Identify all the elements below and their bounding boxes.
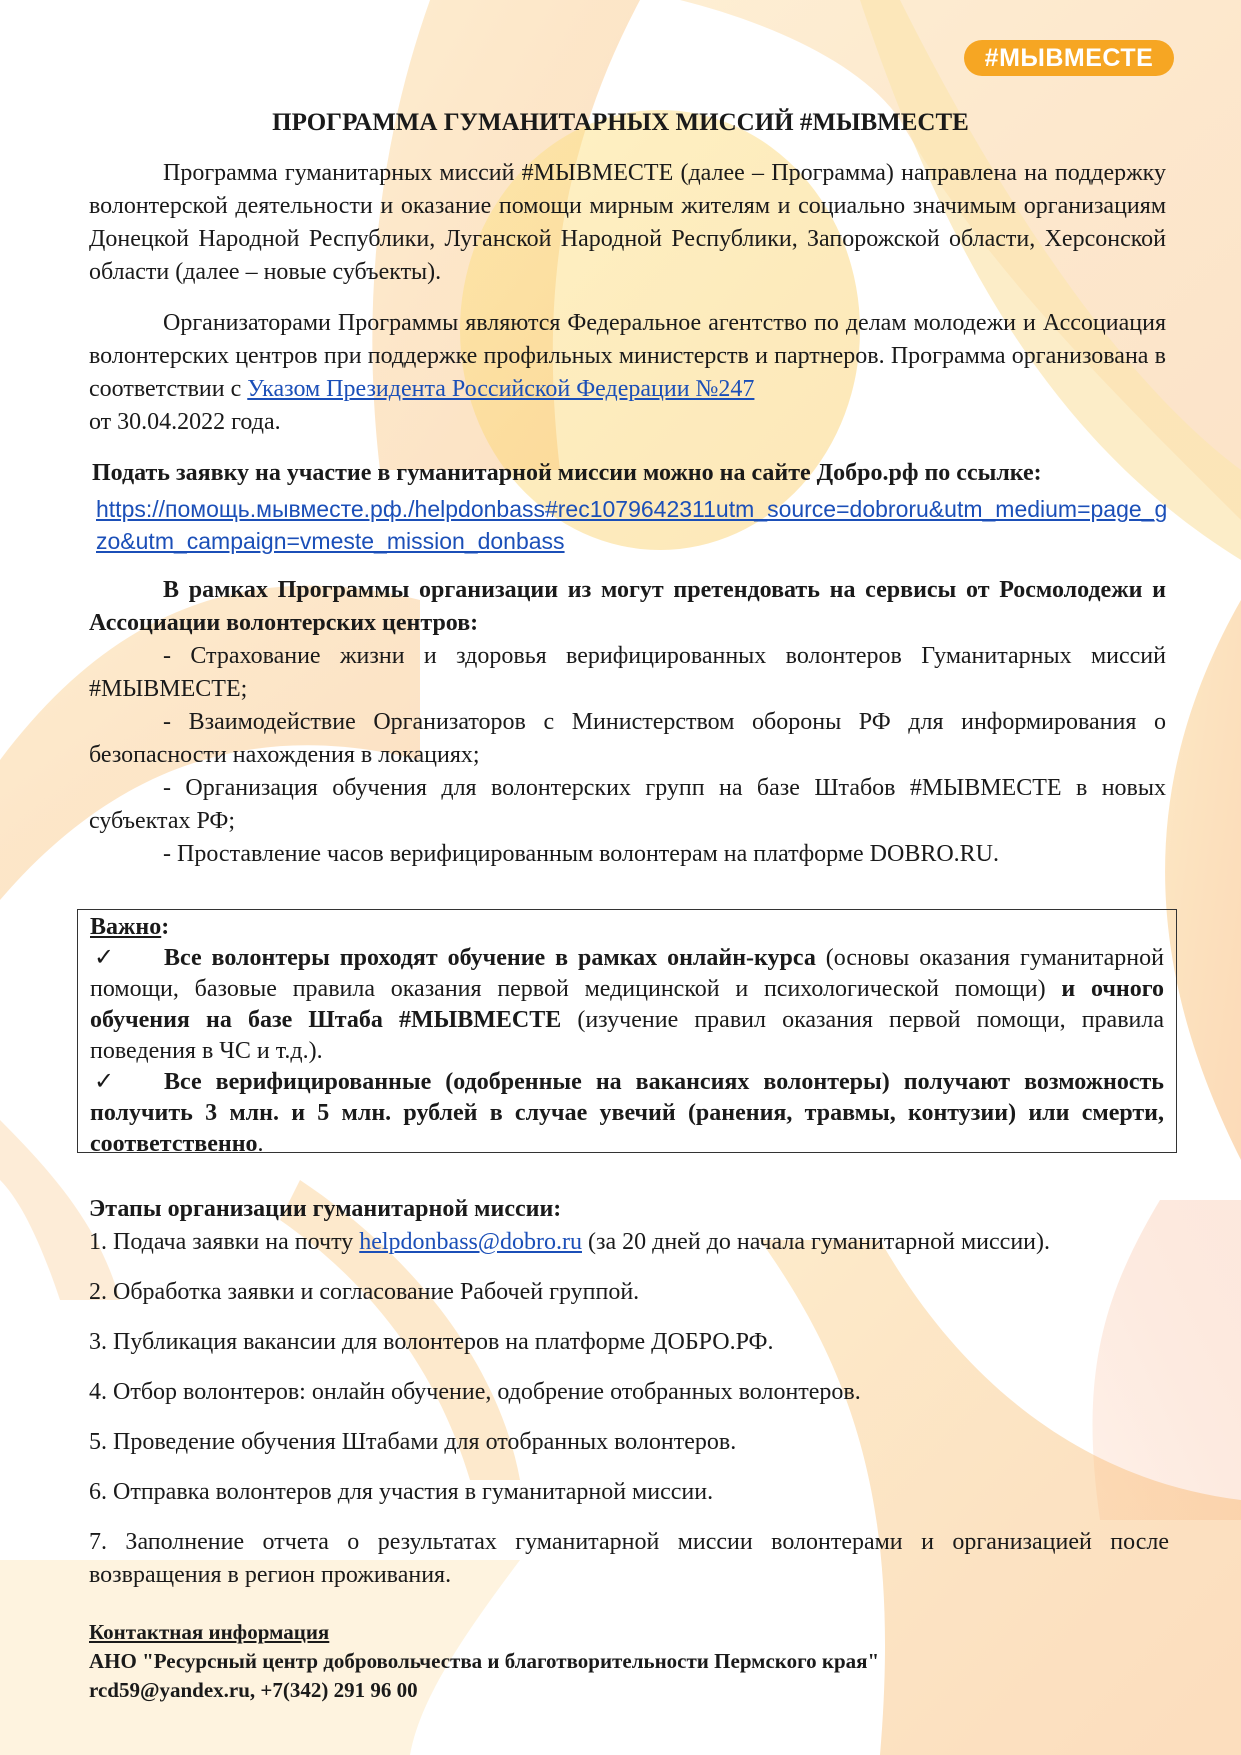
services-heading: В рамках Программы организации из могут претендовать на сервисы от Росмолодежи и Ассоциации волонтерских центров:	[89, 577, 1166, 636]
stage-6: 6. Отправка волонтеров для участия в гуманитарной миссии.	[89, 1479, 714, 1505]
checkmark-icon: ✓	[94, 1069, 115, 1095]
stage-3: 3. Публикация вакансии для волонтеров на платформе ДОБРО.РФ.	[89, 1329, 774, 1355]
contact-heading: Контактная информация	[89, 1620, 330, 1644]
important-colon: :	[161, 914, 170, 940]
mymeste-badge: #МЫВМЕСТЕ	[964, 40, 1174, 76]
intro-paragraph-2-date: от 30.04.2022 года.	[89, 409, 281, 435]
stages-heading: Этапы организации гуманитарной миссии:	[89, 1196, 562, 1222]
important-item-2-bold: Все верифицированные (одобренные на вакансиях волонтеры) получают возможность получить 3 млн. и 5 млн. рублей в случае увечий (ранения, травмы, контузии) или смерти, соответственно	[90, 1069, 1164, 1157]
important-item-1-bold-2: и очного обучения на базе Штаба #МЫВМЕСТЕ	[90, 976, 1165, 1033]
important-item-1-text-2: (изучение правил оказания первой помощи, правила поведения в ЧС и т.д.).	[90, 1007, 1164, 1064]
presidential-decree-link[interactable]: Указом Президента Российской Федерации №247	[247, 376, 755, 402]
checkmark-icon: ✓	[94, 945, 115, 971]
services-item: - Проставление часов верифицированным волонтерам на платформе DOBRO.RU.	[163, 841, 1000, 867]
important-heading	[90, 912, 1164, 943]
helpdonbass-email-link[interactable]: helpdonbass@dobro.ru	[359, 1229, 582, 1255]
important-item-2	[90, 1067, 1164, 1160]
services-item: - Взаимодействие Организаторов с Министерством обороны РФ для информирования о безопасности нахождения в локациях;	[89, 709, 1166, 768]
services-item: - Организация обучения для волонтерских групп на базе Штабов #МЫВМЕСТЕ в новых субъектах РФ;	[89, 775, 1166, 834]
stage-5: 5. Проведение обучения Штабами для отобранных волонтеров.	[89, 1429, 737, 1455]
intro-paragraph-2-text: Организаторами Программы являются Федеральное агентство по делам молодежи и Ассоциация волонтерских центров при поддержке профильных министерств и партнеров. Программа организована в соответствии с	[89, 310, 1166, 402]
stage-7: 7. Заполнение отчета о результатах гуманитарной миссии волонтерами и организацией после возвращения в регион проживания.	[89, 1529, 1169, 1588]
contact-details: rcd59@yandex.ru, +7(342) 291 96 00	[89, 1678, 418, 1702]
apply-text: Подать заявку на участие в гуманитарной миссии можно на сайте Добро.рф по ссылке:	[92, 460, 1042, 486]
stage-1-suffix: (за 20 дней до начала гуманитарной миссии).	[581, 1229, 1050, 1255]
stage-4: 4. Отбор волонтеров: онлайн обучение, одобрение отобранных волонтеров.	[89, 1379, 861, 1405]
application-url-link[interactable]: https://помощь.мывместе.рф./helpdonbass#rec1079642311utm_source=dobroru&utm_medium=page_gzo&utm_campaign=vmeste_mission_donbass	[96, 496, 1168, 554]
services-section	[89, 574, 1166, 871]
intro-paragraph-2	[89, 307, 1166, 439]
important-item-1-bold-1: Все волонтеры проходят обучение в рамках онлайн-курса	[164, 945, 816, 971]
services-item: - Страхование жизни и здоровья верифицированных волонтеров Гуманитарных миссий #МЫВМЕСТЕ;	[89, 643, 1166, 702]
important-item-1	[90, 943, 1164, 1067]
important-box	[77, 909, 1177, 1157]
intro-paragraph-1: Программа гуманитарных миссий #МЫВМЕСТЕ (далее – Программа) направлена на поддержку волонтерской деятельности и оказание помощи мирным жителям и социально значимым организациям Донецкой Народной Республики, Луганской Народной Республики, Запорожской области, Херсонской области (далее – новые субъекты).	[89, 160, 1166, 285]
stage-1-text: 1. Подача заявки на почту	[89, 1229, 360, 1255]
important-item-1-text-1: (основы оказания гуманитарной помощи, базовые правила оказания первой медицинской и психологической помощи)	[90, 945, 1164, 1002]
important-item-2-end: .	[257, 1131, 264, 1157]
stage-2: 2. Обработка заявки и согласование Рабочей группой.	[89, 1279, 640, 1305]
page-title: ПРОГРАММА ГУМАНИТАРНЫХ МИССИЙ #МЫВМЕСТЕ	[272, 109, 969, 136]
stage-1	[89, 1226, 1169, 1259]
important-label: Важно	[90, 914, 162, 940]
contact-organization: АНО "Ресурсный центр добровольчества и благотворительности Пермского края"	[89, 1649, 880, 1673]
